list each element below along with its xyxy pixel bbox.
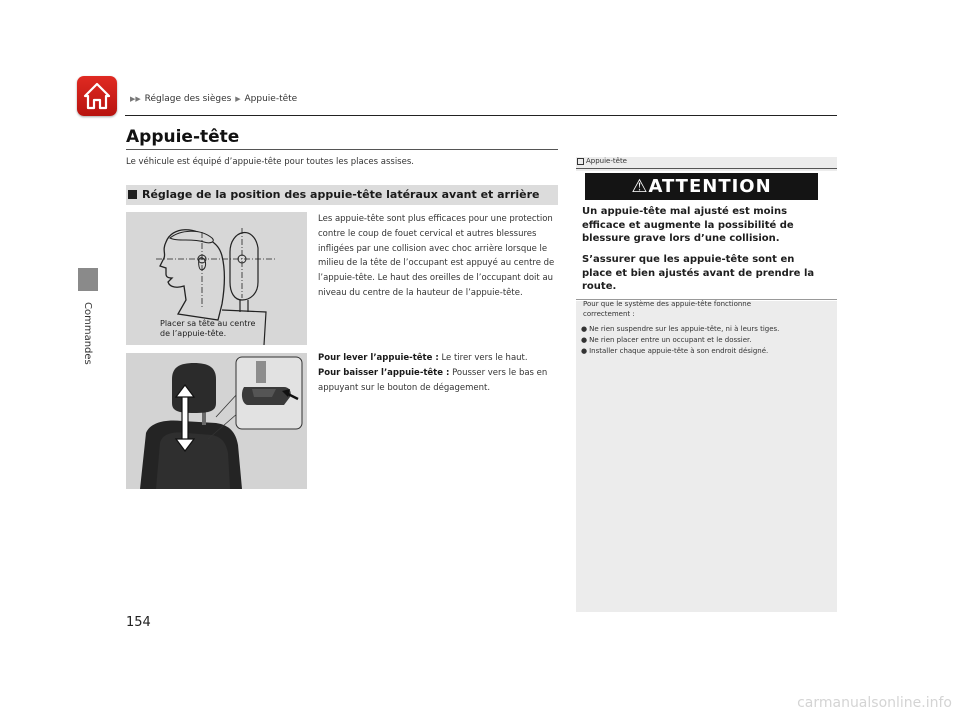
home-button[interactable] <box>77 76 117 116</box>
page-number: 154 <box>126 615 151 630</box>
breadcrumb-item-seat-adjust[interactable]: Réglage des sièges <box>144 94 232 104</box>
lower-text: Pousser vers le bas en appuyant sur le bouton de dégagement. <box>318 367 548 393</box>
list-item: ● Ne rien placer entre un occupant et le dossier. <box>581 335 779 346</box>
figure-caption: Placer sa tête au centre de l’appuie-tête. <box>160 319 256 338</box>
breadcrumb-arrow-icon: ▶▶ <box>130 95 141 103</box>
warning-banner: ⚠ATTENTION <box>585 173 818 200</box>
section-heading-text: Réglage de la position des appuie-tête latéraux avant et arrière <box>142 188 540 201</box>
home-icon <box>83 81 111 111</box>
head-position-illustration <box>126 212 307 345</box>
raise-text: Le tirer vers le haut. <box>441 353 528 363</box>
breadcrumb <box>129 94 297 104</box>
warning-text-2: S’assurer que les appuie-tête sont en place et bien ajustés avant de prendre la route. <box>582 254 815 292</box>
headrest-adjust-illustration <box>126 353 307 489</box>
note-panel <box>576 157 837 612</box>
note-list <box>581 324 779 357</box>
note-heading: Appuie-tête <box>576 157 837 168</box>
seat-headrest-icon <box>126 353 307 489</box>
breadcrumb-arrow-icon: ▶ <box>235 95 241 103</box>
chapter-label: Commandes <box>82 302 93 365</box>
note-intro: Pour que le système des appuie-tête fonctionne correctement : <box>583 300 752 318</box>
section-bullet-icon <box>128 190 137 199</box>
warning-triangle-icon: ⚠ <box>631 176 649 197</box>
warning-box <box>576 171 837 301</box>
note-marker-icon <box>577 158 584 165</box>
list-item: ● Installer chaque appuie-tête à son endroit désigné. <box>581 346 779 357</box>
list-item: ● Ne rien suspendre sur les appuie-tête, ni à leurs tiges. <box>581 324 779 335</box>
watermark: carmanualsonline.info <box>797 695 952 711</box>
body-paragraph: Les appuie-tête sont plus efficaces pour une protection contre le coup de fouet cervical et autres blessures infligées par une collision avec choc arrière lorsque le milieu de la tête de l’occupant est appuyé au centre de l’appuie-tête. Le haut des oreilles de l’occupant doit au niveau du centre de la hauteur de l’appuie-tête. <box>318 214 555 298</box>
adjust-instructions <box>318 351 560 395</box>
section-heading <box>126 185 558 205</box>
raise-label: Pour lever l’appuie-tête : <box>318 353 439 363</box>
warning-text-1: Un appuie-tête mal ajusté est moins efficace et augmente la possibilité de blessure grave lors d’une collision. <box>582 206 794 244</box>
note-rule <box>576 168 837 169</box>
page-title: Appuie-tête <box>126 127 240 147</box>
chapter-tab[interactable] <box>78 268 98 291</box>
header-rule <box>125 115 837 116</box>
breadcrumb-item-headrest: Appuie-tête <box>244 94 298 104</box>
lower-label: Pour baisser l’appuie-tête : <box>318 367 450 378</box>
title-rule <box>126 149 558 150</box>
intro-text: Le véhicule est équipé d’appuie-tête pour toutes les places assises. <box>126 157 414 167</box>
